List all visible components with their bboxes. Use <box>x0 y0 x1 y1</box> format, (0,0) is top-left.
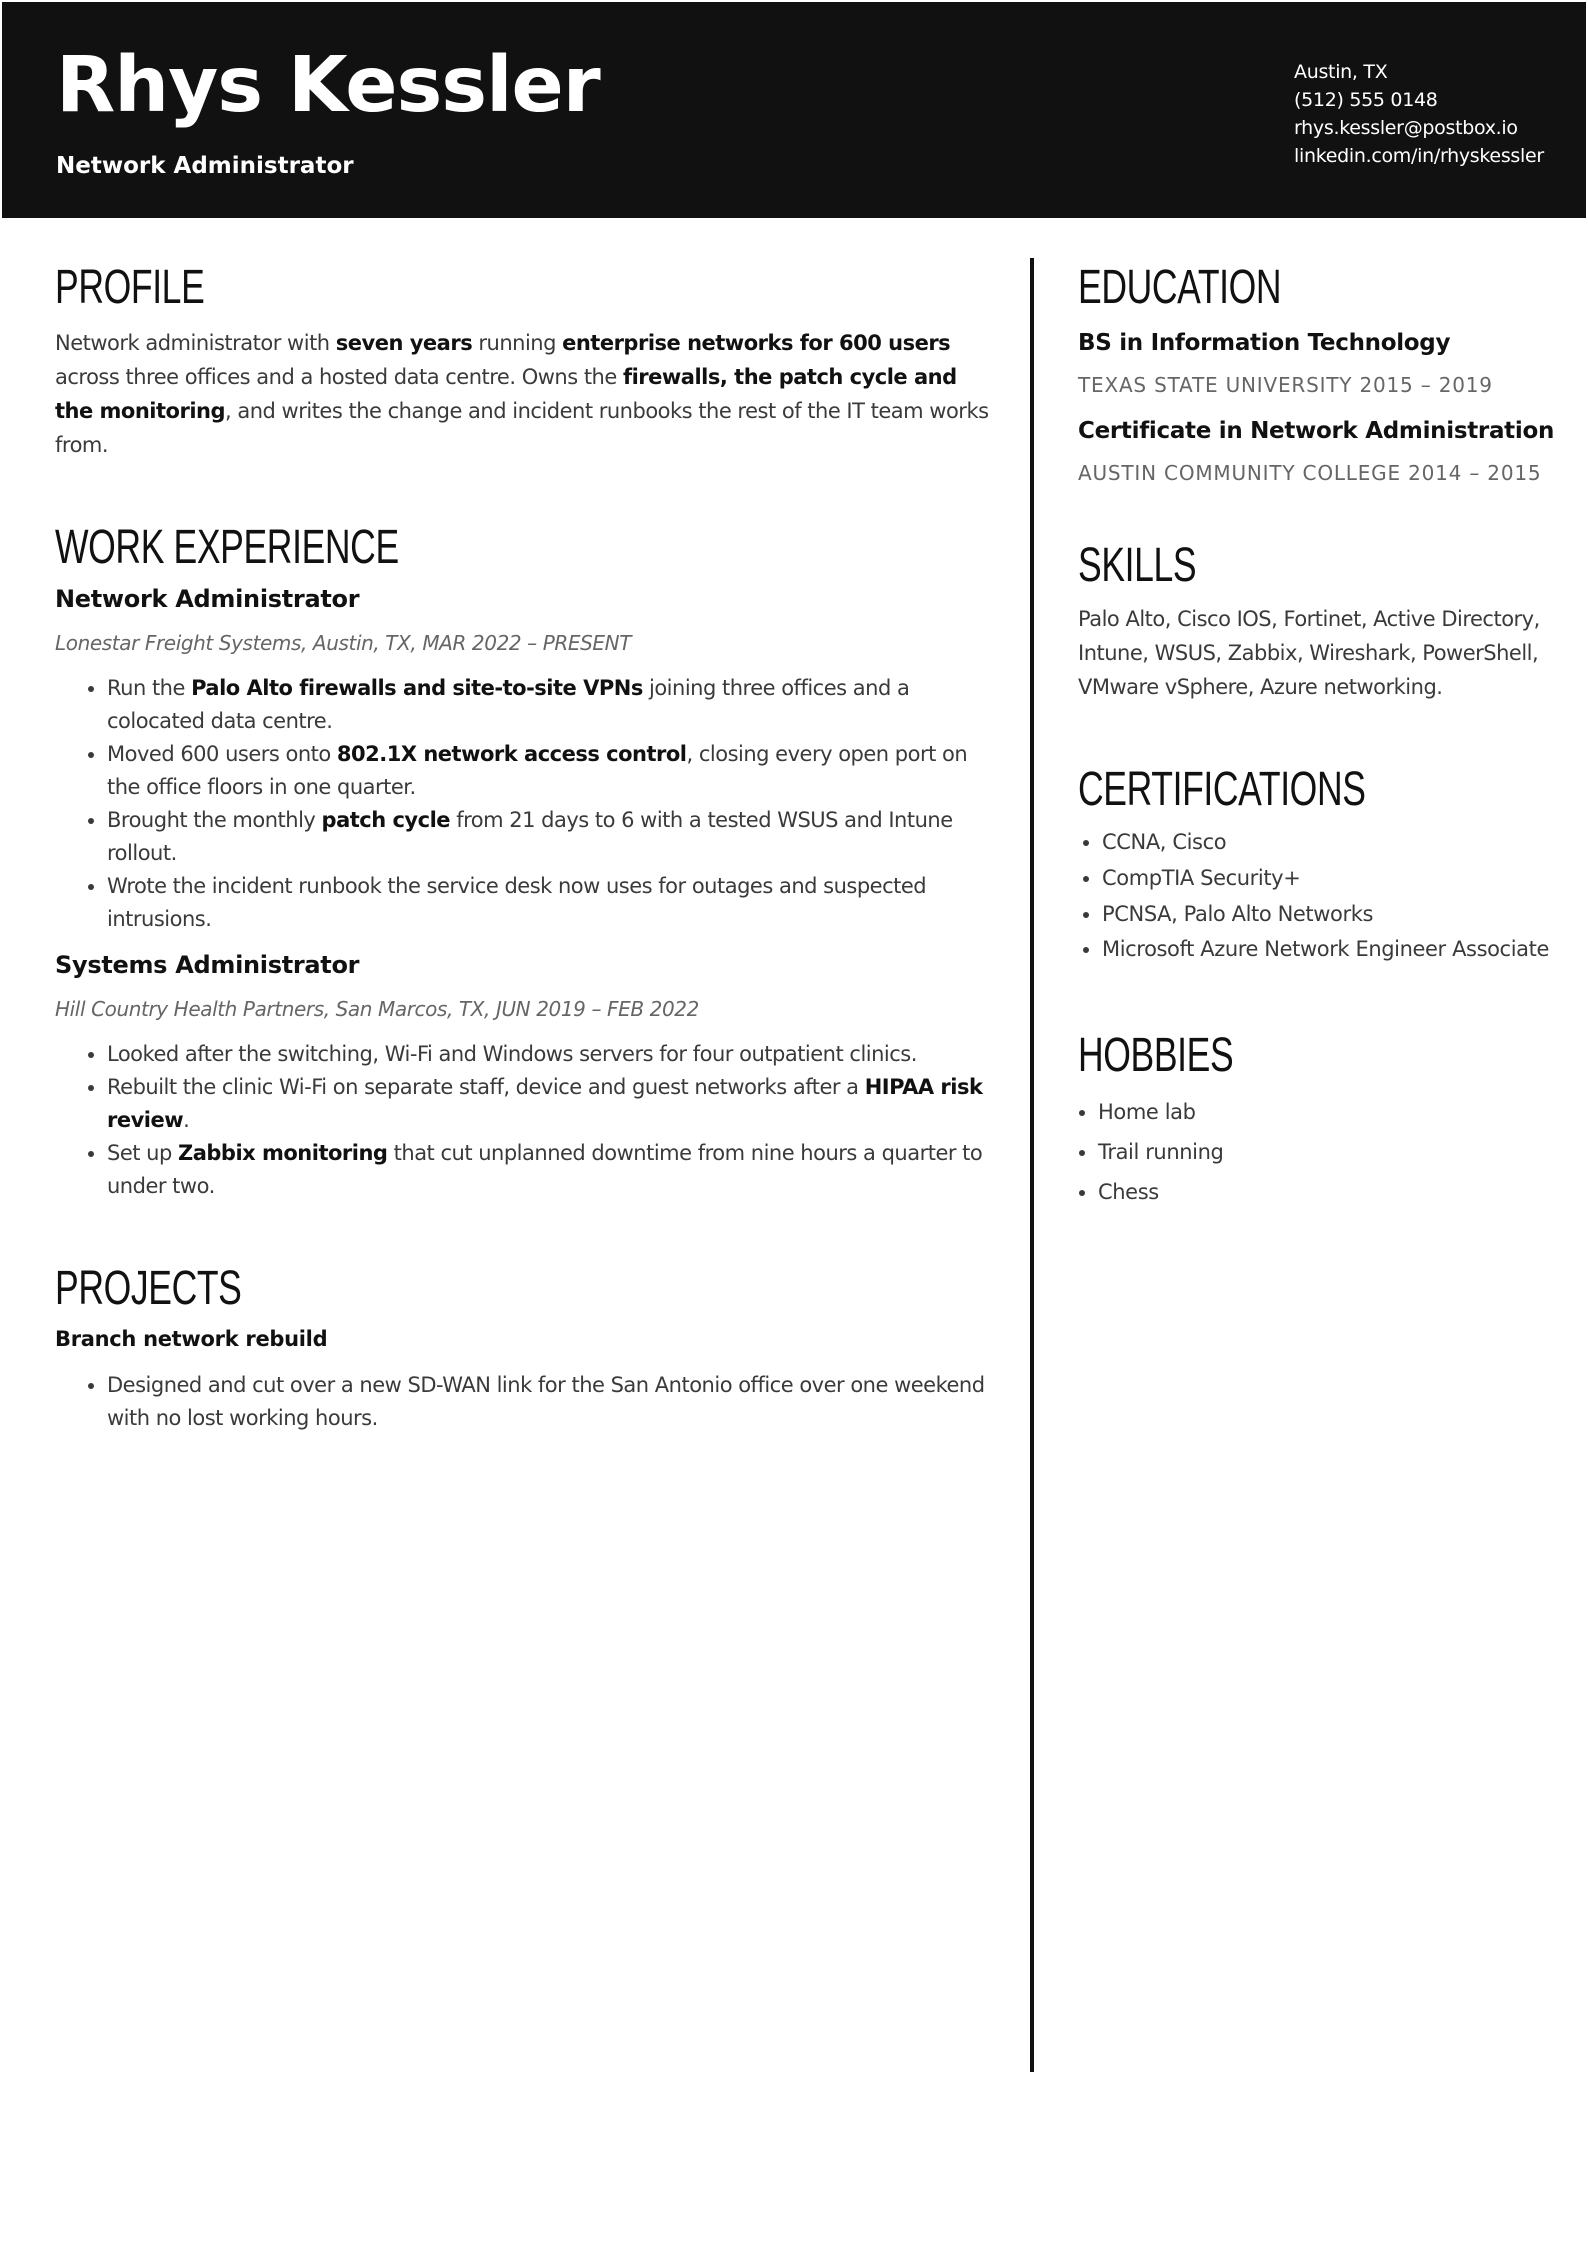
profile-text: Network administrator with <box>55 331 336 355</box>
profile-highlight: firewalls, the patch cycle and the monitoring <box>55 365 957 423</box>
column-divider <box>1030 258 1034 2072</box>
bullet-highlight: HIPAA risk review <box>107 1075 983 1132</box>
project-bullets <box>55 1369 1000 1435</box>
bullet-text: Wrote the incident runbook the service desk now uses for outages and suspected intrusions. <box>107 874 927 931</box>
candidate-name: Rhys Kessler <box>56 41 600 130</box>
profile-highlight: enterprise networks for 600 users <box>562 331 951 355</box>
job-bullets <box>55 1038 1000 1203</box>
bullet-text: Moved 600 users onto <box>107 742 337 766</box>
job-meta: Hill Country Health Partners, San Marcos, TX, JUN 2019 – FEB 2022 <box>55 997 699 1021</box>
job-bullet <box>107 804 1000 870</box>
hobbies-list <box>1078 1092 1574 1212</box>
hobby-item: • Trail running <box>1098 1132 1574 1172</box>
hobby-item: • Home lab <box>1098 1092 1574 1132</box>
bullet-text: from 21 days to 6 with a tested WSUS and Intune rollout. <box>107 808 953 865</box>
bullet-text: joining three offices and a colocated data centre. <box>107 676 910 733</box>
hobby-item: • Chess <box>1098 1172 1574 1212</box>
project-title: Branch network rebuild <box>55 1327 328 1351</box>
profile-text: across three offices and a hosted data centre. Owns the <box>55 365 623 389</box>
job-bullet <box>107 1038 1000 1071</box>
section-title-projects: PROJECTS <box>55 1262 242 1315</box>
work-experience-section <box>55 518 1000 1203</box>
bullet-text: , closing every open port on the office floors in one quarter. <box>107 742 968 799</box>
bullet-text: Looked after the switching, Wi-Fi and Windows servers for four outpatient clinics. <box>107 1042 917 1066</box>
bullet-highlight: 802.1X network access control <box>336 742 687 766</box>
contact-block <box>1294 58 1544 170</box>
profile-summary <box>55 326 1000 462</box>
education-school: TEXAS STATE UNIVERSITY 2015 – 2019 <box>1078 373 1493 397</box>
hobbies-section <box>1078 1026 1574 1212</box>
certification-item: • CCNA, Cisco <box>1102 824 1574 860</box>
bullet-highlight: Palo Alto firewalls and site-to-site VPNs <box>191 676 643 700</box>
section-title-profile: PROFILE <box>55 261 205 314</box>
job-entry <box>55 948 1000 1203</box>
bullet-text: Brought the monthly <box>107 808 322 832</box>
sidebar-column <box>1078 258 1574 1212</box>
projects-section <box>55 1259 1000 1435</box>
education-section <box>1078 258 1574 488</box>
bullet-text: Run the <box>107 676 192 700</box>
education-degree: BS in Information Technology <box>1078 330 1451 356</box>
profile-text: running <box>472 331 563 355</box>
certification-item: • CompTIA Security+ <box>1102 860 1574 896</box>
contact-linkedin[interactable]: linkedin.com/in/rhyskessler <box>1294 145 1544 167</box>
main-column <box>55 258 1000 1435</box>
certifications-section <box>1078 760 1574 966</box>
section-title-certifications: CERTIFICATIONS <box>1078 763 1366 816</box>
certification-item: • Microsoft Azure Network Engineer Associate <box>1102 932 1574 966</box>
bullet-text: . <box>183 1108 190 1132</box>
certifications-list <box>1078 824 1574 966</box>
bullet-text: Rebuilt the clinic Wi-Fi on separate staff, device and guest networks after a <box>107 1075 865 1099</box>
job-title: Systems Administrator <box>55 951 360 979</box>
contact-phone: (512) 555 0148 <box>1294 89 1438 111</box>
profile-highlight: seven years <box>335 331 473 355</box>
section-title-work-experience: WORK EXPERIENCE <box>55 521 399 574</box>
bullet-highlight: patch cycle <box>321 808 451 832</box>
job-bullets <box>55 672 1000 936</box>
section-title-hobbies: HOBBIES <box>1078 1029 1234 1082</box>
job-bullet <box>107 1137 1000 1203</box>
profile-text: , and writes the change and incident runbooks the rest of the IT team works from. <box>55 399 989 457</box>
contact-email[interactable]: rhys.kessler@postbox.io <box>1294 117 1518 139</box>
job-bullet <box>107 1071 1000 1137</box>
education-school: AUSTIN COMMUNITY COLLEGE 2014 – 2015 <box>1078 461 1542 485</box>
candidate-headline: Network Administrator <box>56 153 354 179</box>
bullet-highlight: Zabbix monitoring <box>177 1141 388 1165</box>
profile-section <box>55 258 1000 462</box>
contact-location: Austin, TX <box>1294 61 1388 83</box>
project-bullet: • Designed and cut over a new SD-WAN link for the San Antonio office over one weekend with no lost working hours. <box>107 1369 1000 1435</box>
bullet-text: Set up <box>107 1141 178 1165</box>
certification-item: • PCNSA, Palo Alto Networks <box>1102 896 1574 932</box>
job-bullet <box>107 672 1000 738</box>
job-title: Network Administrator <box>55 585 360 613</box>
section-title-education: EDUCATION <box>1078 261 1282 314</box>
job-bullet <box>107 738 1000 804</box>
resume-header <box>2 2 1586 218</box>
job-entry <box>55 582 1000 936</box>
skills-list: Palo Alto, Cisco IOS, Fortinet, Active Directory, Intune, WSUS, Zabbix, Wireshark, PowerShell, VMware vSphere, Azure networking. <box>1078 607 1540 699</box>
bullet-text: that cut unplanned downtime from nine hours a quarter to under two. <box>107 1141 983 1198</box>
job-meta: Lonestar Freight Systems, Austin, TX, MAR 2022 – PRESENT <box>55 631 632 655</box>
section-title-skills: SKILLS <box>1078 539 1197 592</box>
education-degree: Certificate in Network Administration <box>1078 418 1555 444</box>
job-bullet <box>107 870 1000 936</box>
skills-section <box>1078 536 1574 704</box>
